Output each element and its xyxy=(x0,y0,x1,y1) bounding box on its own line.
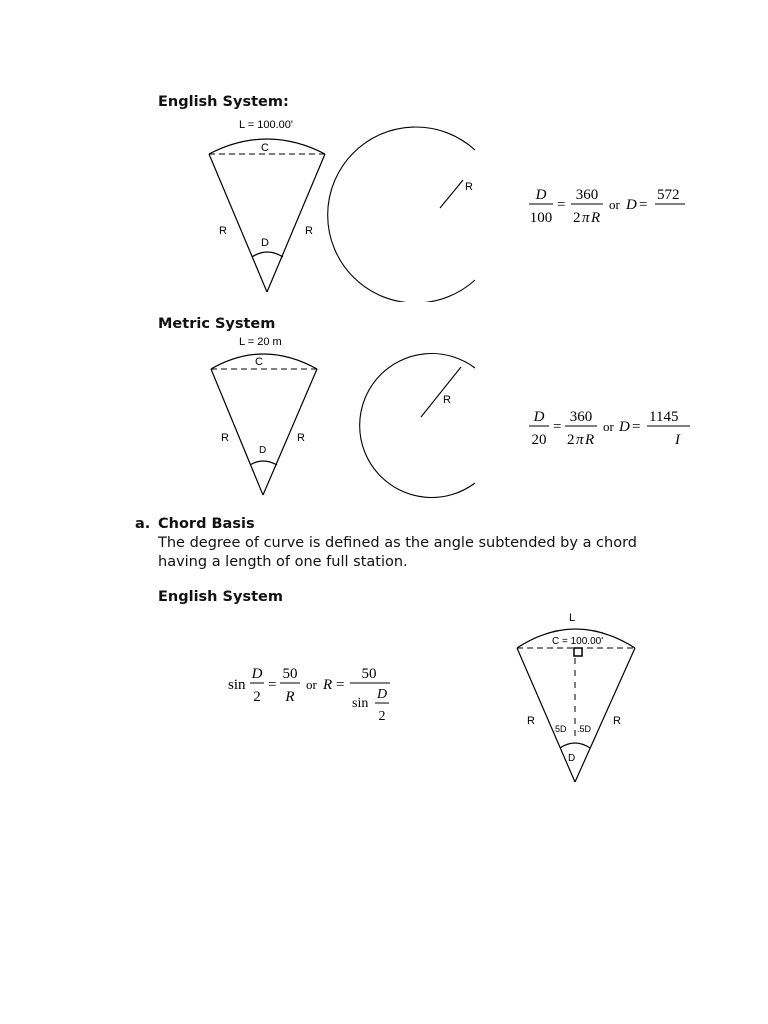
english-system-heading: English System: xyxy=(158,94,289,110)
english-formula xyxy=(525,182,685,232)
svg-text:=: = xyxy=(632,419,641,435)
radius-line-left xyxy=(209,154,267,292)
chord-basis-text-line1: The degree of curve is defined as the angle subtended by a chord xyxy=(158,535,638,551)
circle-radius-label: R xyxy=(465,181,473,193)
right-angle-marker xyxy=(574,648,582,656)
chord-label: C xyxy=(261,142,269,154)
radius-label-right: R xyxy=(613,715,621,727)
angle-arc xyxy=(252,252,283,257)
arc-length-label: L = 20 m xyxy=(239,336,282,348)
svg-text:D: D xyxy=(251,666,263,682)
svg-text:D: D xyxy=(619,419,630,435)
svg-text:2: 2 xyxy=(573,210,581,226)
svg-text:D: D xyxy=(535,187,547,203)
circle-radius-label: R xyxy=(443,394,451,406)
radius-line-left xyxy=(211,369,263,495)
half-angle-right: .5D xyxy=(577,724,592,734)
svg-text:=: = xyxy=(268,677,277,693)
circle-outline xyxy=(360,354,475,498)
svg-text:360: 360 xyxy=(569,409,593,425)
svg-text:R: R xyxy=(585,432,595,448)
svg-text:2: 2 xyxy=(378,709,386,724)
english-sector-figure xyxy=(195,112,485,302)
svg-text:2: 2 xyxy=(253,689,261,705)
radius-label-right: R xyxy=(305,225,313,237)
svg-text:R: R xyxy=(285,689,295,705)
svg-text:sin: sin xyxy=(228,677,246,693)
svg-text:I: I xyxy=(675,432,680,448)
svg-text:50: 50 xyxy=(282,666,298,682)
chord-basis-figure xyxy=(505,608,650,786)
svg-text:360: 360 xyxy=(575,187,599,203)
svg-text:or: or xyxy=(603,419,614,434)
svg-text:R: R xyxy=(323,677,333,693)
svg-text:D: D xyxy=(376,687,388,702)
metric-system-heading: Metric System xyxy=(158,316,276,332)
svg-text:50: 50 xyxy=(361,666,377,682)
svg-text:sin: sin xyxy=(352,696,369,711)
arc-label: L xyxy=(569,612,576,624)
chord-label: C xyxy=(255,356,263,368)
radius-label-left: R xyxy=(527,715,535,727)
metric-formula xyxy=(525,404,690,454)
svg-text:=: = xyxy=(336,677,345,693)
radius-line-right xyxy=(575,648,635,782)
radius-label-right: R xyxy=(297,432,305,444)
angle-label: D xyxy=(261,237,269,249)
svg-text:20: 20 xyxy=(531,432,547,448)
angle-arc xyxy=(250,461,277,465)
svg-text:=: = xyxy=(639,197,648,213)
radius-label-left: R xyxy=(221,432,229,444)
angle-label: D xyxy=(259,445,267,456)
svg-text:D: D xyxy=(626,197,637,213)
circle-outline xyxy=(328,127,475,302)
svg-text:π: π xyxy=(576,432,584,448)
svg-text:572: 572 xyxy=(657,187,680,203)
svg-text:=: = xyxy=(553,419,562,435)
arc-length-label: L = 100.00' xyxy=(239,119,293,131)
svg-text:or: or xyxy=(609,197,620,212)
angle-arc xyxy=(560,743,590,748)
svg-text:or: or xyxy=(306,677,317,692)
svg-text:D: D xyxy=(533,409,545,425)
arc xyxy=(211,354,317,369)
english-system-heading-2: English System xyxy=(158,589,283,605)
svg-text:π: π xyxy=(582,210,590,226)
svg-text:100: 100 xyxy=(529,210,553,226)
chord-basis-formula xyxy=(226,660,396,730)
svg-text:=: = xyxy=(557,197,566,213)
metric-sector-figure xyxy=(195,333,485,503)
chord-label: C = 100.00' xyxy=(552,636,604,647)
svg-text:1145: 1145 xyxy=(649,409,679,425)
svg-text:2: 2 xyxy=(567,432,575,448)
radius-line-left xyxy=(517,648,575,782)
radius-line-right xyxy=(267,154,325,292)
half-angle-left: 5D xyxy=(555,724,567,734)
chord-basis-text-line2: having a length of one full station. xyxy=(158,554,408,570)
circle-radius-line xyxy=(421,367,461,417)
list-marker: a. xyxy=(135,516,151,532)
circle-radius-line xyxy=(440,180,463,208)
svg-text:R: R xyxy=(591,210,601,226)
radius-line-right xyxy=(263,369,317,495)
chord-basis-heading: Chord Basis xyxy=(158,516,255,532)
angle-label: D xyxy=(568,753,576,764)
radius-label-left: R xyxy=(219,225,227,237)
